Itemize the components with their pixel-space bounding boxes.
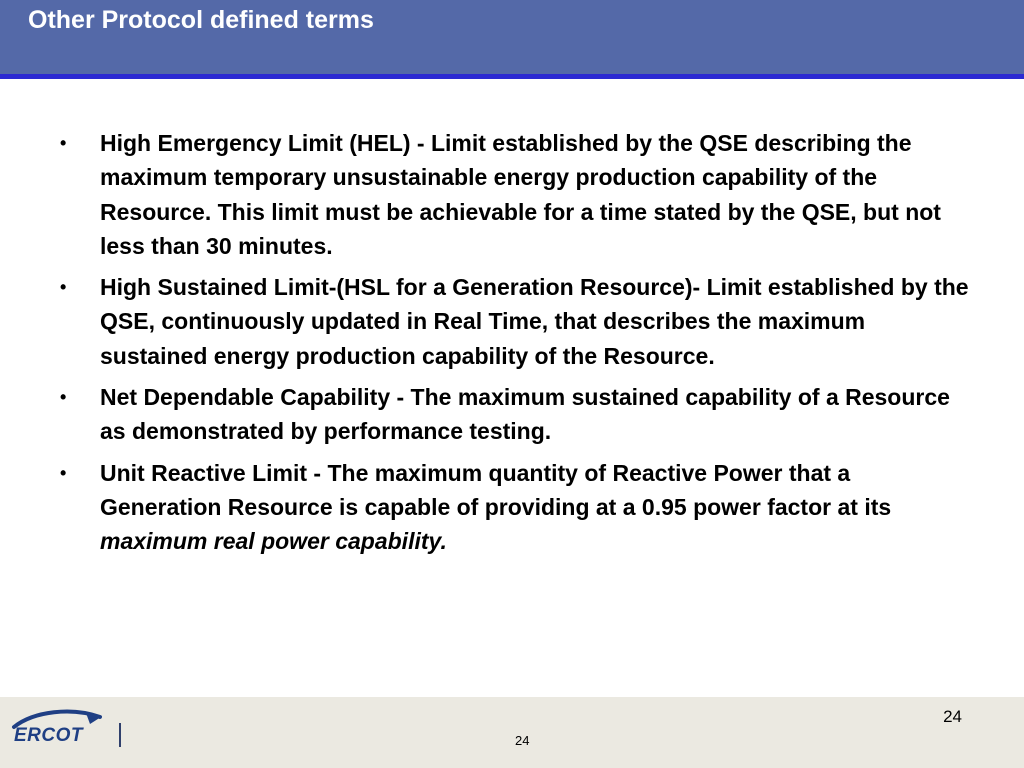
bullet-list xyxy=(56,126,971,559)
bullet-item-net-dependable-capability xyxy=(56,380,971,449)
slide-footer xyxy=(0,697,1024,768)
bullet-text: High Sustained Limit-(HSL for a Generation Resource)- Limit established by the QSE, continuously updated in Real Time, that describes the maximum sustained energy production capability of the Resource. xyxy=(100,274,969,369)
bullet-text: Unit Reactive Limit - The maximum quantity of Reactive Power that a Generation Resource is capable of providing at a 0.95 power factor at its xyxy=(100,459,892,520)
ercot-logo xyxy=(10,707,106,749)
logo-divider xyxy=(119,723,121,747)
bullet-item-hel xyxy=(56,126,971,263)
logo-text: ERCOT xyxy=(14,725,83,746)
header-rule xyxy=(0,74,1024,79)
bullet-text: High Emergency Limit (HEL) - Limit established by the QSE describing the maximum temporary unsustainable energy production capability of the Resource. This limit must be achievable for a time stated by the QSE, but not less than 30 minutes. xyxy=(100,130,941,259)
bullet-item-hsl xyxy=(56,270,971,373)
page-number: 24 xyxy=(943,707,962,726)
footer-page-number: 24 xyxy=(515,733,530,748)
bullet-icon: • xyxy=(60,277,67,298)
bullet-item-unit-reactive-limit xyxy=(56,456,971,559)
bullet-text: Net Dependable Capability - The maximum sustained capability of a Resource as demonstrated by performance testing. xyxy=(100,384,950,445)
bullet-icon: • xyxy=(60,387,67,408)
bullet-icon: • xyxy=(60,462,67,483)
bullet-icon: • xyxy=(60,133,67,153)
slide-content xyxy=(56,126,971,566)
slide-title: Other Protocol defined terms xyxy=(28,6,374,34)
slide-header xyxy=(0,0,1024,74)
bullet-emphasis: maximum real power capability. xyxy=(100,528,447,555)
